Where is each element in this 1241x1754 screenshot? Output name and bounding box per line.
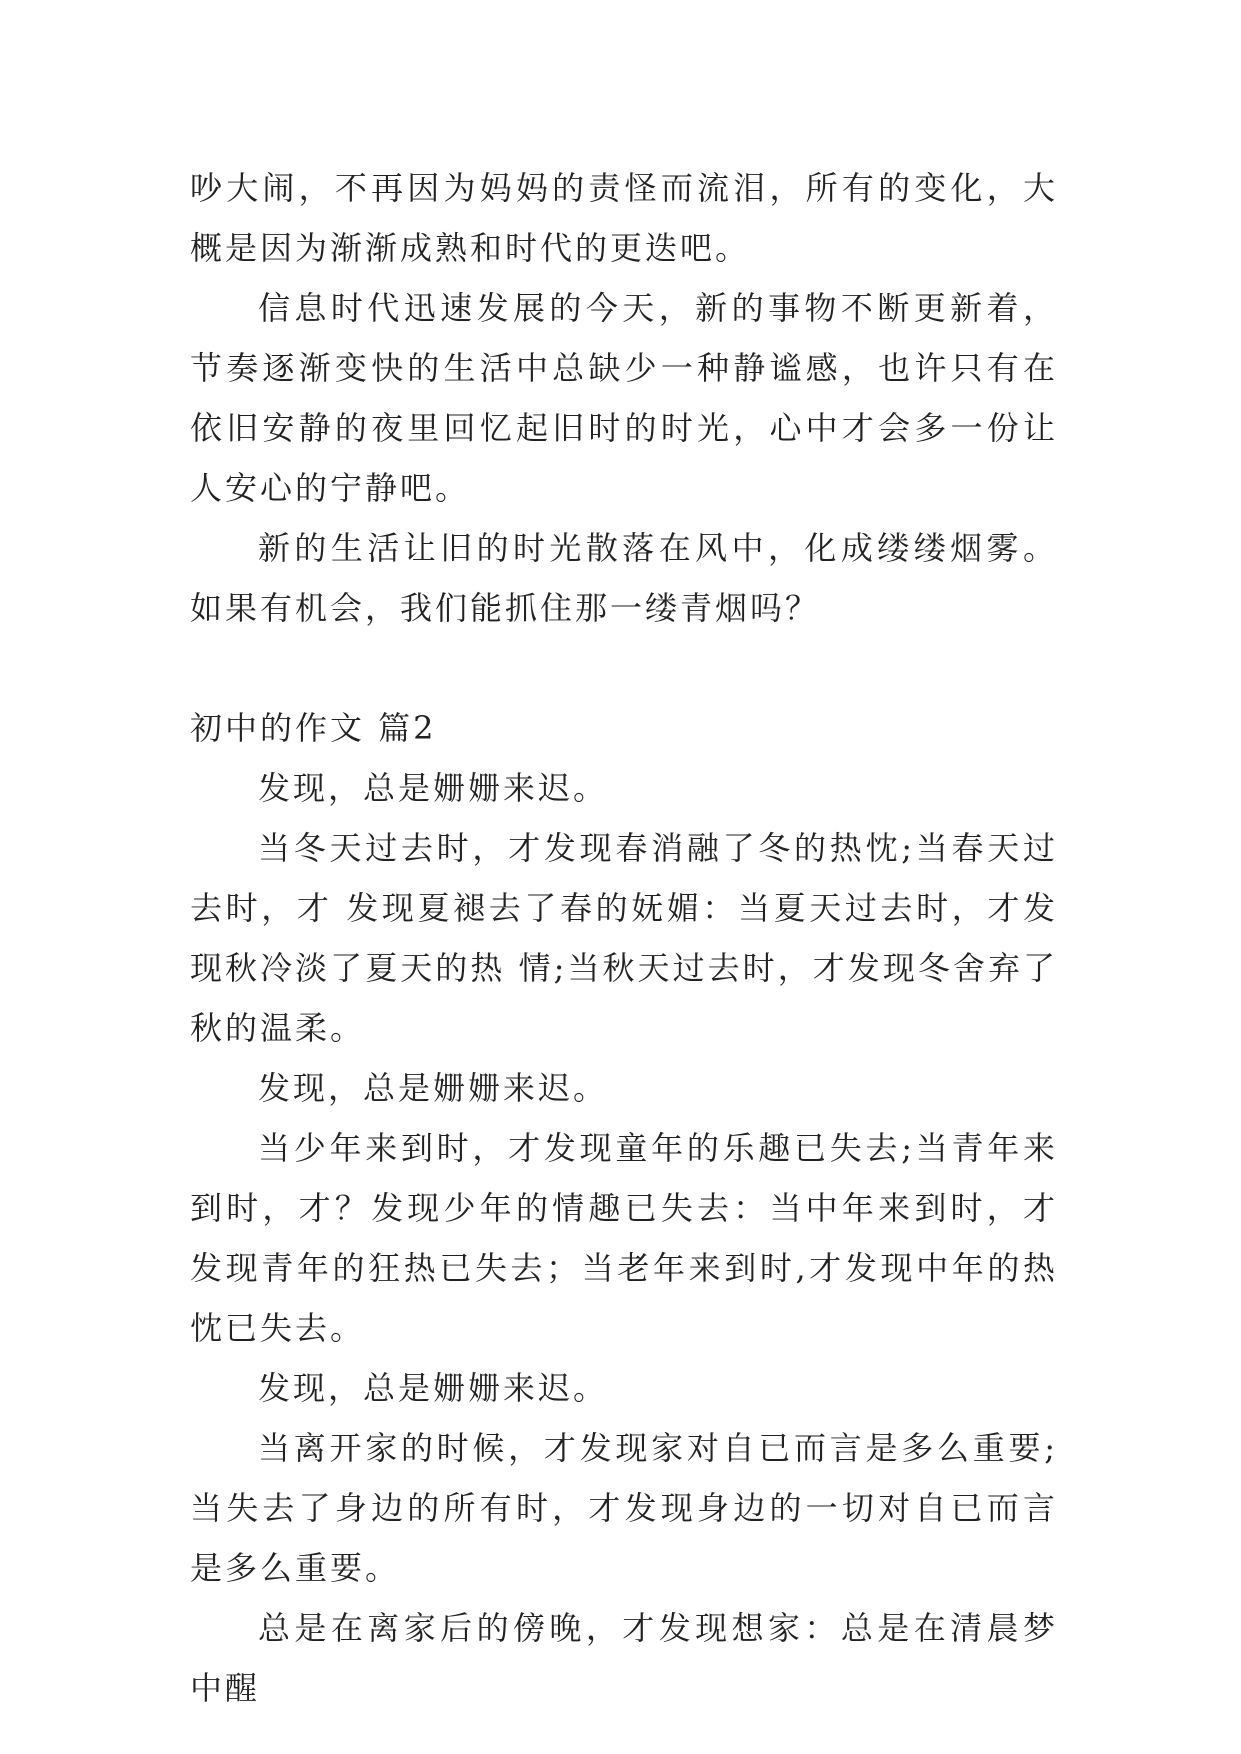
paragraph: 发现，总是姗姗来迟。 [258,769,609,807]
paragraph: 当少年来到时，才发现童年的乐趣已失去;当青年来到时，才？发现少年的情趣已失去：当中年来到时，才发现青年的狂热已失去；当老年来到时,才发现中年的热忱已失去。 [190,1129,1058,1347]
paragraph: 吵大闹，不再因为妈妈的责怪而流泪，所有的变化，大概是因为渐渐成熟和时代的更迭吧。 [190,169,1058,267]
paragraph: 新的生活让旧的时光散落在风中，化成缕缕烟雾。如果有机会，我们能抓住那一缕青烟吗？ [190,529,1058,627]
paragraph: 信息时代迅速发展的今天，新的事物不断更新着，节奏逐渐变快的生活中总缺少一种静谧感，也许只有在依旧安静的夜里回忆起旧时的时光，心中才会多一份让人安心的宁静吧。 [190,289,1058,507]
paragraph: 总是在离家后的傍晚，才发现想家：总是在清晨梦中醒 [190,1609,1058,1707]
document-body [190,158,1058,1718]
paragraph: 当冬天过去时，才发现春消融了冬的热忱;当春天过去时，才 发现夏褪去了春的妩媚：当夏天过去时，才发现秋冷淡了夏天的热 情;当秋天过去时，才发现冬舍弃了秋的温柔。 [190,829,1058,1047]
paragraph: 发现，总是姗姗来迟。 [258,1369,609,1407]
section-title: 初中的作文 篇2 [190,709,437,747]
paragraph: 当离开家的时候，才发现家对自已而言是多么重要;当失去了身边的所有时，才发现身边的一切对自已而言是多么重要。 [190,1429,1058,1587]
paragraph: 发现，总是姗姗来迟。 [258,1069,609,1107]
